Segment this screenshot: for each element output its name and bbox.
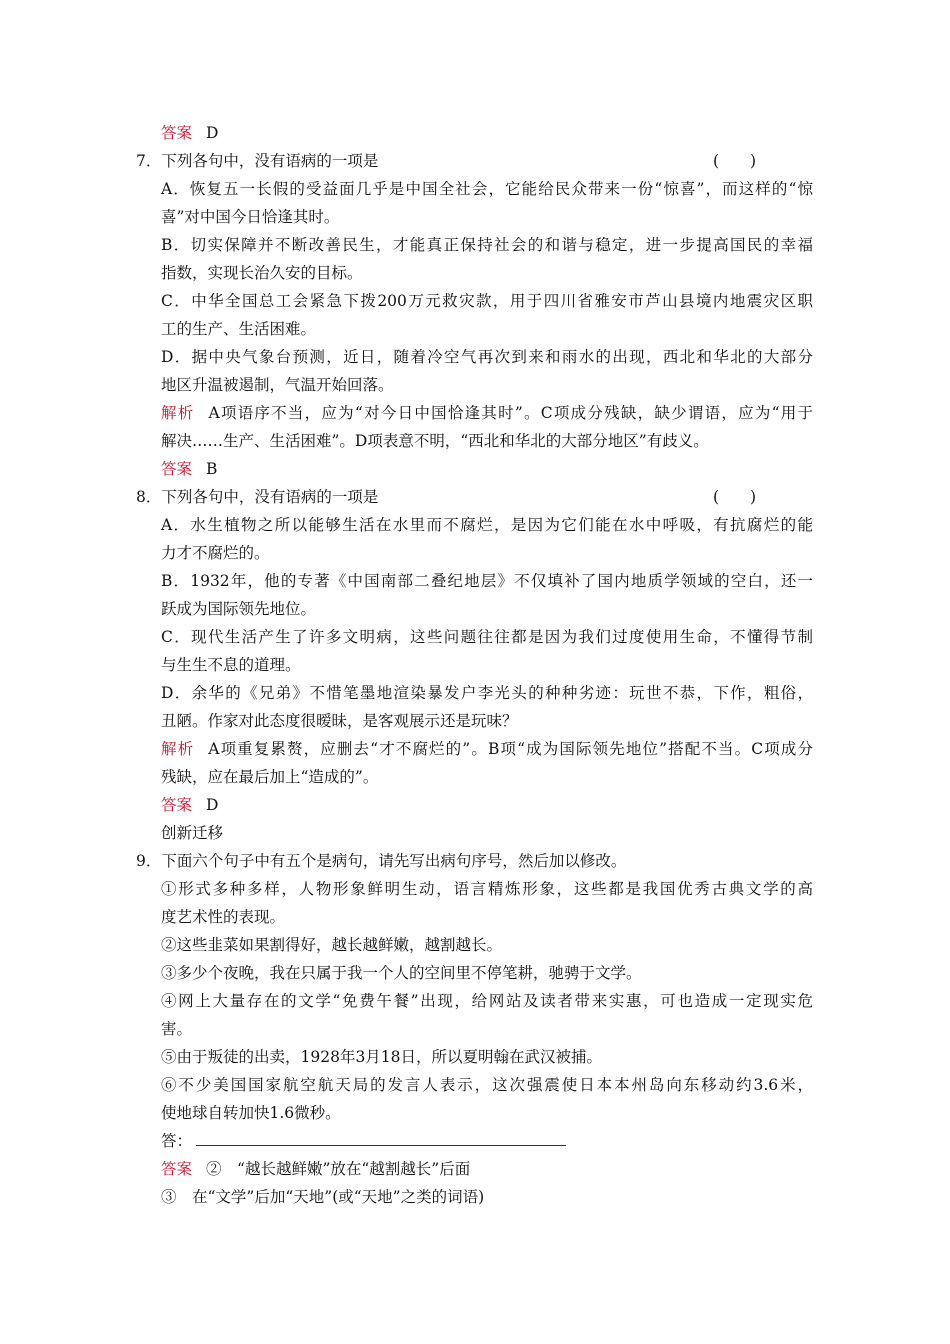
analysis-text: A项重复累赘，应删去“才不腐烂的”。B项“成为国际领先地位”搭配不当。C项成分 xyxy=(208,740,813,758)
q9-item-2: ②这些韭菜如果割得好，越长越鲜嫩，越割越长。 xyxy=(161,936,503,954)
answer-text: ② “越长越鲜嫩”放在“越割越长”后面 xyxy=(206,1160,471,1178)
q7-answer xyxy=(161,459,217,479)
q9-item-4-line1: ④网上大量存在的文学“免费午餐”出现，给网站及读者带来实惠，可也造成一定现实危 xyxy=(161,992,813,1010)
answer-label: 答案 xyxy=(161,124,193,142)
q9-answer-line1 xyxy=(161,1159,470,1179)
q8-paren: ( ) xyxy=(713,488,757,506)
q7-paren: ( ) xyxy=(713,152,757,170)
q9-item-3: ③多少个夜晚，我在只属于我一个人的空间里不停笔耕，驰骋于文学。 xyxy=(161,964,642,982)
q9-item-5: ⑤由于叛徒的出卖，1928年3月18日，所以夏明翰在武汉被捕。 xyxy=(161,1048,603,1066)
answer-label: 答案 xyxy=(161,796,193,814)
q8-analysis-line2: 残缺，应在最后加上“造成的”。 xyxy=(161,768,379,786)
q7-option-a-line1: A．恢复五一长假的受益面几乎是中国全社会，它能给民众带来一份“惊喜”，而这样的“惊 xyxy=(161,180,813,198)
q7-option-c-line1: C．中华全国总工会紧急下拨200万元救灾款，用于四川省雅安市芦山县境内地震灾区职 xyxy=(161,292,813,310)
answer-label: 答案 xyxy=(161,1160,193,1178)
q8-option-d-line1: D．余华的《兄弟》不惜笔墨地渲染暴发户李光头的种种劣迹：玩世不恭，下作，粗俗， xyxy=(161,684,813,702)
answer-value: D xyxy=(206,796,219,814)
answer-prompt-label: 答： xyxy=(161,1132,193,1150)
answer-value: B xyxy=(206,460,218,478)
q7-option-b-line1: B．切实保障并不断改善民生，才能真正保持社会的和谐与稳定，进一步提高国民的幸福 xyxy=(161,236,813,254)
q8-answer xyxy=(161,795,218,815)
q9-item-1-line2: 度艺术性的表现。 xyxy=(161,908,286,926)
q8-option-c-line1: C．现代生活产生了许多文明病，这些问题往往都是因为我们过度使用生命，不懂得节制 xyxy=(161,628,813,646)
q9-stem: 9．下面六个句子中有五个是病句，请先写出病句序号，然后加以修改。 xyxy=(136,852,627,870)
q7-option-a-line2: 喜”对中国今日恰逢其时。 xyxy=(161,208,340,226)
section-title: 创新迁移 xyxy=(161,824,224,842)
answer-value: D xyxy=(206,124,219,142)
q8-analysis-line1 xyxy=(161,739,813,759)
q8-option-b-line1: B．1932年，他的专著《中国南部二叠纪地层》不仅填补了国内地质学领域的空白，还一 xyxy=(161,572,813,590)
q7-option-d-line2: 地区升温被遏制，气温开始回落。 xyxy=(161,376,394,394)
q8-option-a-line2: 力才不腐烂的。 xyxy=(161,544,270,562)
q7-option-d-line1: D．据中央气象台预测，近日，随着冷空气再次到来和雨水的出现，西北和华北的大部分 xyxy=(161,348,813,366)
q9-item-6-line1: ⑥不少美国国家航空航天局的发言人表示，这次强震使日本本州岛向东移动约3.6米， xyxy=(161,1076,813,1094)
q9-answer-line2: ③ 在“文学”后加“天地”(或“天地”之类的词语) xyxy=(161,1188,485,1206)
q7-option-b-line2: 指数，实现长治久安的目标。 xyxy=(161,264,363,282)
analysis-text: A项语序不当，应为“对今日中国恰逢其时”。C项成分残缺，缺少谓语，应为“用于 xyxy=(208,404,813,422)
analysis-label: 解析 xyxy=(161,740,195,758)
q8-option-d-line2: 丑陋。作家对此态度很暧昧，是客观展示还是玩味？ xyxy=(161,712,518,730)
q9-item-6-line2: 使地球自转加快1.6微秒。 xyxy=(161,1104,341,1122)
answer-label: 答案 xyxy=(161,460,193,478)
q9-item-1-line1: ①形式多种多样，人物形象鲜明生动，语言精炼形象，这些都是我国优秀古典文学的高 xyxy=(161,880,813,898)
question-stem: 7．下列各句中，没有语病的一项是 xyxy=(136,152,379,170)
q6-answer xyxy=(161,123,218,143)
analysis-label: 解析 xyxy=(161,404,195,422)
q8-option-b-line2: 跃成为国际领先地位。 xyxy=(161,600,317,618)
q7-analysis-line2: 解决……生产、生活困难”。D项表意不明，“西北和华北的大部分地区”有歧义。 xyxy=(161,432,709,450)
answer-blank-line[interactable] xyxy=(196,1131,566,1146)
q9-item-4-line2: 害。 xyxy=(161,1020,193,1038)
q8-stem xyxy=(136,487,696,507)
q9-answer-prompt xyxy=(161,1131,566,1151)
q7-option-c-line2: 工的生产、生活困难。 xyxy=(161,320,317,338)
q8-option-a-line1: A．水生植物之所以能够生活在水里而不腐烂，是因为它们能在水中呼吸，有抗腐烂的能 xyxy=(161,516,813,534)
q8-option-c-line2: 与生生不息的道理。 xyxy=(161,656,301,674)
q7-analysis-line1 xyxy=(161,403,813,423)
question-stem: 8．下列各句中，没有语病的一项是 xyxy=(136,488,379,506)
q7-stem xyxy=(136,151,796,171)
